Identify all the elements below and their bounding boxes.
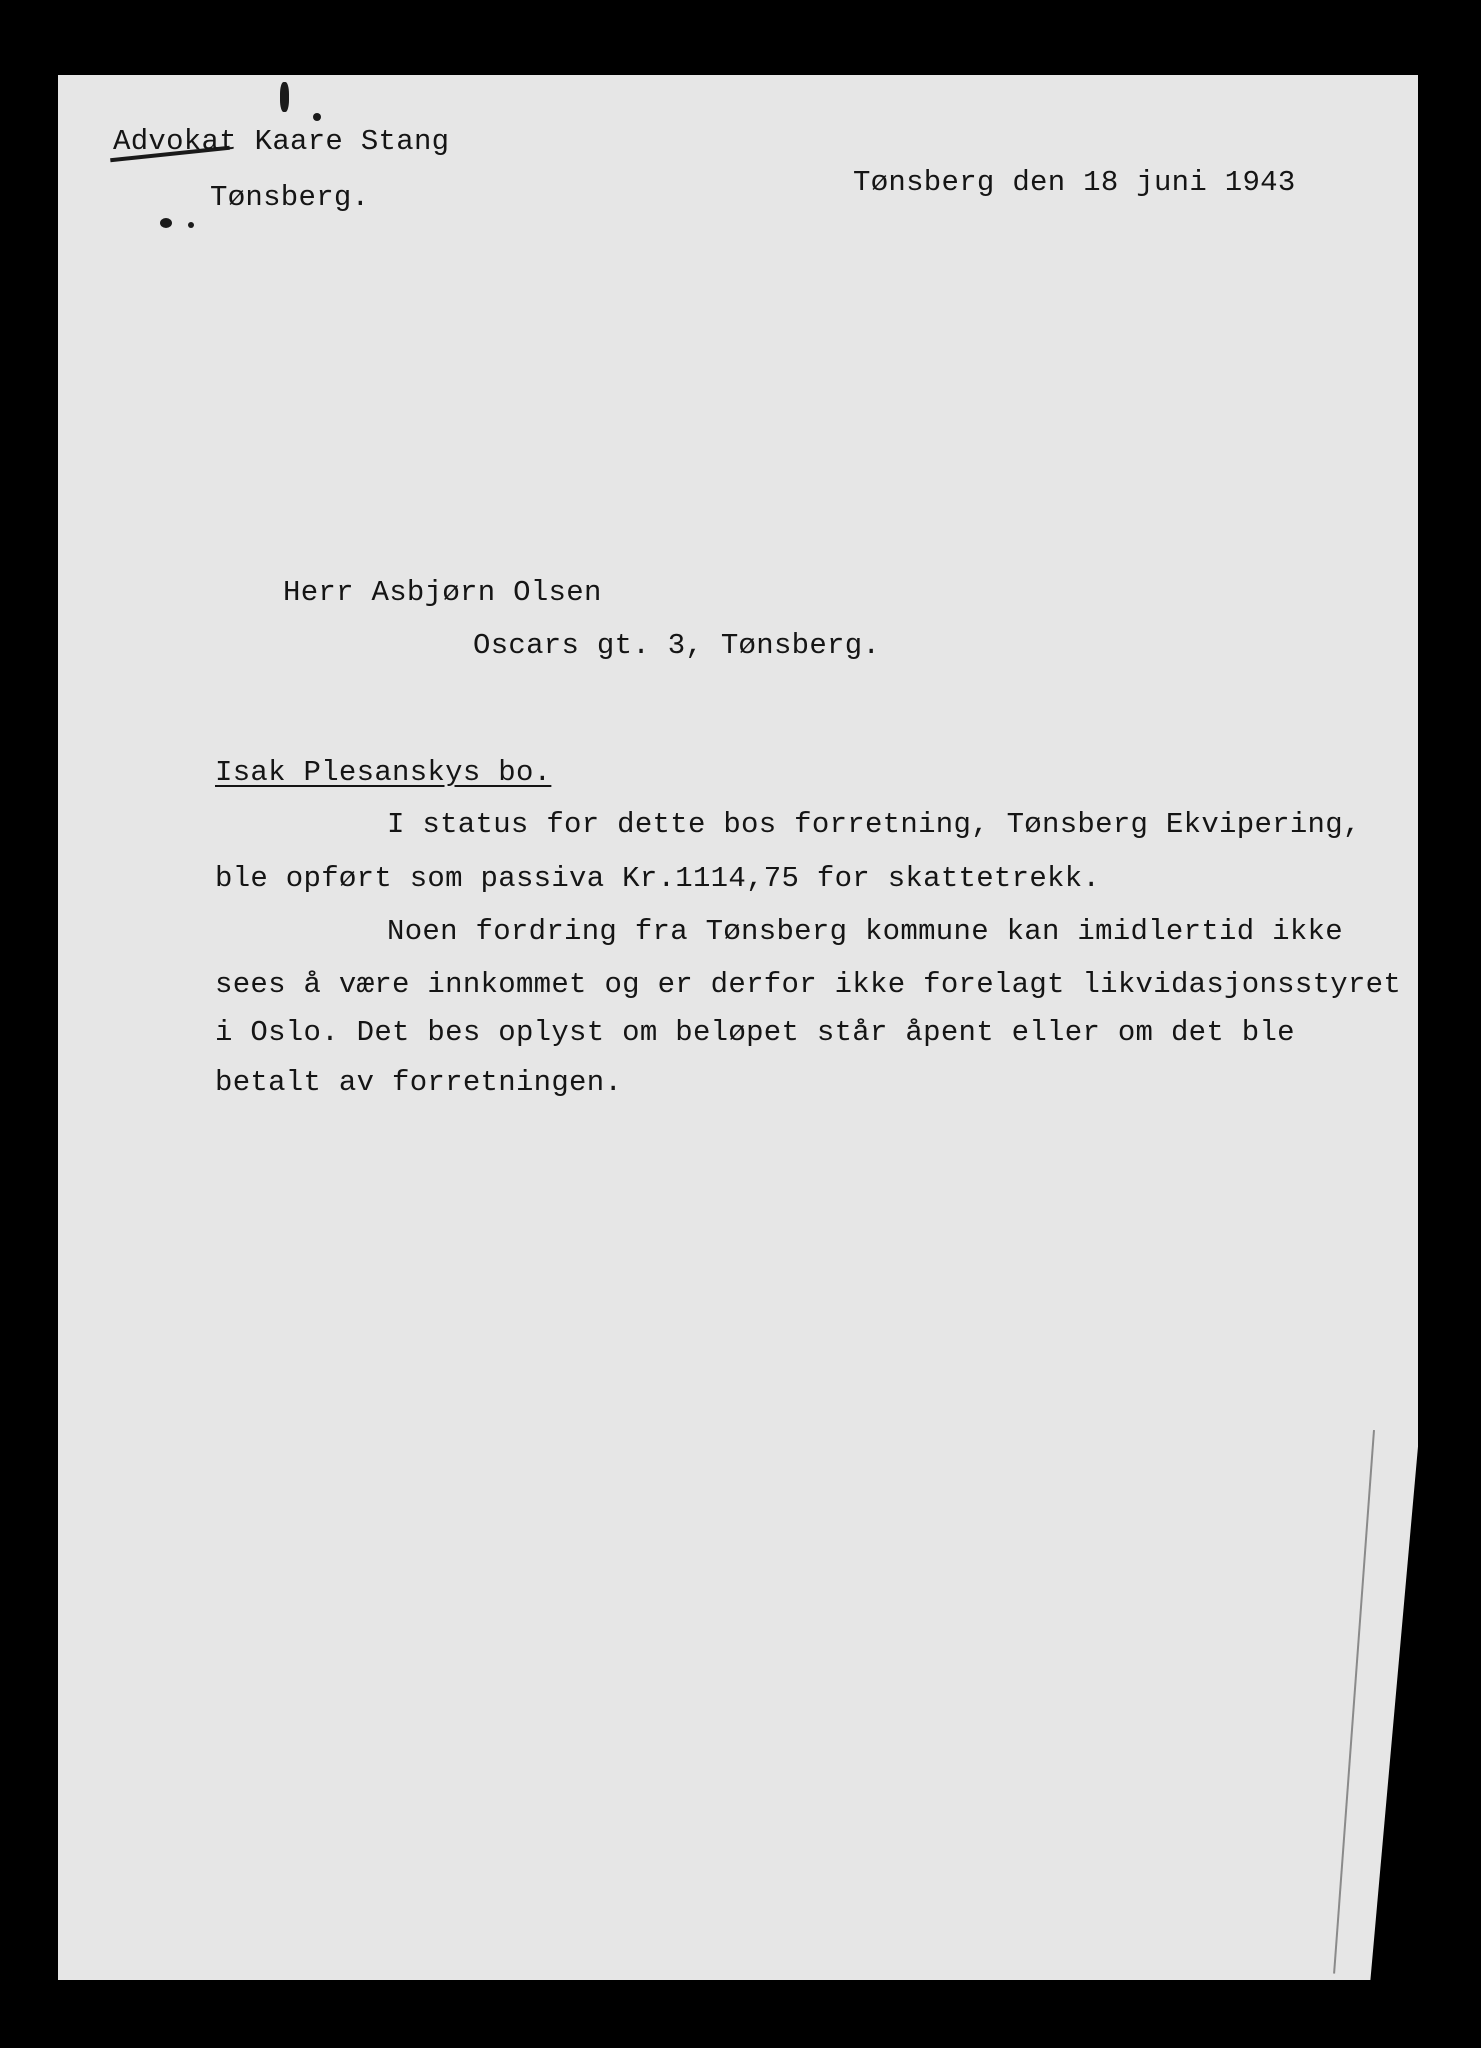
ink-blot [280,82,289,112]
body-line: Noen fordring fra Tønsberg kommune kan imidlertid ikke [387,915,1343,948]
body-line: i Oslo. Det bes oplyst om beløpet står åpent eller om det ble [215,1016,1295,1049]
ink-blot [160,218,172,228]
body-line: I status for dette bos forretning, Tønsberg Ekvipering, [387,808,1361,841]
ink-blot [188,222,194,228]
body-line: sees å være innkommet og er derfor ikke forelagt likvidasjonsstyret [215,968,1402,1001]
recipient-address: Oscars gt. 3, Tønsberg. [473,629,881,662]
recipient-name: Herr Asbjørn Olsen [283,576,602,609]
body-line: betalt av forretningen. [215,1066,623,1099]
letterhead-line-1: Advokat Kaare Stang [113,125,450,158]
subject-line: Isak Plesanskys bo. [215,756,552,789]
ink-blot [313,113,321,121]
body-line: ble opført som passiva Kr.1114,75 for skattetrekk. [215,862,1101,895]
letterhead-line-2: Tønsberg. [210,181,370,214]
date-line: Tønsberg den 18 juni 1943 [853,166,1296,199]
